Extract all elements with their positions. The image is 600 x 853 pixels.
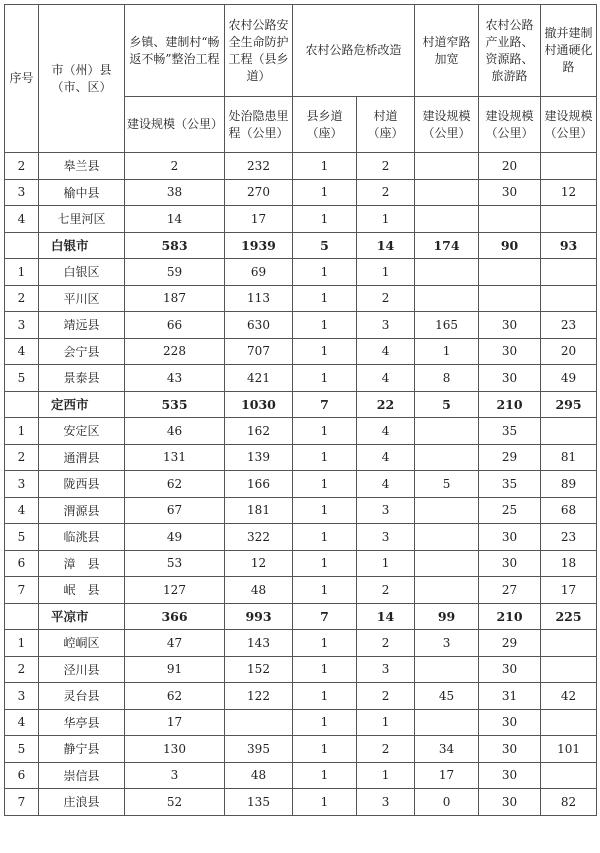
cell-seq: 4 [5,338,39,365]
cell-d: 8 [415,365,479,392]
table-row [5,471,597,498]
cell-d: 0 [415,789,479,816]
cell-name: 漳 县 [39,550,125,577]
cell-b: 181 [225,497,293,524]
header-col-d: 村道窄路加宽 [415,5,479,97]
cell-seq: 1 [5,418,39,445]
cell-a: 62 [125,471,225,498]
cell-c2: 14 [357,603,415,630]
cell-e: 35 [479,418,541,445]
cell-seq [5,603,39,630]
cell-a: 62 [125,683,225,710]
table-row [5,179,597,206]
cell-c1: 1 [293,683,357,710]
cell-name: 陇西县 [39,471,125,498]
cell-name: 白银区 [39,259,125,286]
cell-d: 17 [415,762,479,789]
cell-d [415,418,479,445]
cell-e: 27 [479,577,541,604]
cell-f [541,259,597,286]
cell-a: 53 [125,550,225,577]
cell-f: 89 [541,471,597,498]
cell-d: 5 [415,471,479,498]
cell-seq: 1 [5,259,39,286]
cell-e [479,285,541,312]
cell-name: 会宁县 [39,338,125,365]
cell-b: 69 [225,259,293,286]
cell-a: 187 [125,285,225,312]
cell-c1: 1 [293,709,357,736]
cell-name: 平川区 [39,285,125,312]
cell-d: 5 [415,391,479,418]
cell-f: 225 [541,603,597,630]
cell-c1: 1 [293,418,357,445]
cell-e: 30 [479,736,541,763]
cell-b: 143 [225,630,293,657]
cell-d: 165 [415,312,479,339]
cell-c1: 1 [293,206,357,233]
cell-name: 庄浪县 [39,789,125,816]
cell-c1: 1 [293,259,357,286]
cell-c2: 2 [357,736,415,763]
cell-c1: 1 [293,789,357,816]
cell-a: 38 [125,179,225,206]
cell-b [225,709,293,736]
cell-c1: 1 [293,762,357,789]
cell-c2: 2 [357,577,415,604]
cell-f: 17 [541,577,597,604]
table-row [5,206,597,233]
cell-e: 29 [479,444,541,471]
cell-seq: 5 [5,365,39,392]
cell-a: 583 [125,232,225,259]
header-col-b: 农村公路安全生命防护工程（县乡道） [225,5,293,97]
cell-a: 130 [125,736,225,763]
cell-d [415,656,479,683]
cell-e: 30 [479,365,541,392]
cell-d [415,709,479,736]
cell-name: 安定区 [39,418,125,445]
table-row [5,259,597,286]
cell-seq: 4 [5,709,39,736]
cell-seq: 2 [5,285,39,312]
cell-d [415,153,479,180]
cell-f: 295 [541,391,597,418]
cell-a: 3 [125,762,225,789]
rural-road-project-table [4,4,597,816]
cell-name: 灵台县 [39,683,125,710]
cell-e: 210 [479,603,541,630]
cell-seq: 3 [5,312,39,339]
cell-b: 707 [225,338,293,365]
cell-seq: 6 [5,762,39,789]
subheader-b: 处治隐患里程（公里） [225,97,293,153]
cell-seq [5,391,39,418]
table-row [5,709,597,736]
cell-name: 皋兰县 [39,153,125,180]
cell-c2: 2 [357,630,415,657]
cell-a: 366 [125,603,225,630]
cell-name: 通渭县 [39,444,125,471]
cell-c1: 7 [293,391,357,418]
cell-d: 34 [415,736,479,763]
cell-e: 20 [479,153,541,180]
cell-seq: 4 [5,497,39,524]
cell-d [415,206,479,233]
header-col-e: 农村公路产业路、资源路、旅游路 [479,5,541,97]
cell-b: 993 [225,603,293,630]
subheader-e: 建设规模（公里） [479,97,541,153]
table-row [5,736,597,763]
cell-e: 30 [479,179,541,206]
cell-name: 白银市 [39,232,125,259]
cell-e: 35 [479,471,541,498]
cell-c2: 3 [357,656,415,683]
cell-e: 31 [479,683,541,710]
cell-e: 30 [479,524,541,551]
cell-d: 1 [415,338,479,365]
cell-seq: 3 [5,471,39,498]
cell-name: 泾川县 [39,656,125,683]
subheader-c2: 村道（座） [357,97,415,153]
cell-name: 榆中县 [39,179,125,206]
cell-b: 1939 [225,232,293,259]
cell-e: 29 [479,630,541,657]
header-col-f: 撤并建制村通硬化路 [541,5,597,97]
cell-c1: 1 [293,524,357,551]
cell-d: 99 [415,603,479,630]
cell-f: 82 [541,789,597,816]
cell-b: 395 [225,736,293,763]
cell-name: 岷 县 [39,577,125,604]
cell-f [541,285,597,312]
table-row [5,418,597,445]
cell-name: 平凉市 [39,603,125,630]
cell-c1: 1 [293,444,357,471]
cell-c2: 4 [357,365,415,392]
cell-seq: 1 [5,630,39,657]
cell-b: 162 [225,418,293,445]
table-row [5,153,597,180]
cell-a: 2 [125,153,225,180]
cell-a: 17 [125,709,225,736]
cell-c1: 5 [293,232,357,259]
cell-e: 210 [479,391,541,418]
cell-seq: 7 [5,577,39,604]
cell-f: 23 [541,524,597,551]
cell-name: 崇信县 [39,762,125,789]
cell-c2: 4 [357,338,415,365]
cell-seq: 3 [5,179,39,206]
header-county: 市（州）县（市、区） [39,5,125,153]
cell-b: 48 [225,577,293,604]
cell-b: 630 [225,312,293,339]
cell-e: 30 [479,789,541,816]
cell-a: 228 [125,338,225,365]
cell-a: 52 [125,789,225,816]
table-row [5,365,597,392]
cell-c1: 1 [293,736,357,763]
cell-f [541,206,597,233]
cell-c2: 1 [357,709,415,736]
cell-b: 113 [225,285,293,312]
cell-d [415,444,479,471]
cell-d [415,179,479,206]
cell-seq: 5 [5,736,39,763]
cell-name: 华亭县 [39,709,125,736]
cell-c1: 1 [293,338,357,365]
cell-e: 30 [479,656,541,683]
cell-a: 67 [125,497,225,524]
cell-b: 152 [225,656,293,683]
cell-f: 49 [541,365,597,392]
cell-seq: 5 [5,524,39,551]
table-row [5,630,597,657]
cell-a: 127 [125,577,225,604]
cell-c1: 7 [293,603,357,630]
cell-c1: 1 [293,577,357,604]
cell-c1: 1 [293,153,357,180]
subtotal-row [5,603,597,630]
cell-seq: 4 [5,206,39,233]
table-row [5,285,597,312]
cell-b: 17 [225,206,293,233]
data-table-container [4,4,596,816]
cell-f: 12 [541,179,597,206]
cell-b: 421 [225,365,293,392]
header-seq: 序号 [5,5,39,153]
table-row [5,497,597,524]
cell-seq: 7 [5,789,39,816]
cell-name: 景泰县 [39,365,125,392]
cell-b: 135 [225,789,293,816]
table-row [5,577,597,604]
cell-c2: 2 [357,179,415,206]
cell-c1: 1 [293,365,357,392]
subtotal-row [5,391,597,418]
cell-d [415,524,479,551]
cell-name: 定西市 [39,391,125,418]
cell-f: 42 [541,683,597,710]
subheader-f: 建设规模（公里） [541,97,597,153]
cell-c2: 3 [357,524,415,551]
cell-b: 322 [225,524,293,551]
cell-c1: 1 [293,179,357,206]
cell-name: 临洮县 [39,524,125,551]
cell-a: 91 [125,656,225,683]
table-row [5,762,597,789]
cell-c1: 1 [293,550,357,577]
cell-e [479,206,541,233]
cell-c2: 2 [357,683,415,710]
cell-c2: 3 [357,789,415,816]
cell-c1: 1 [293,497,357,524]
cell-b: 270 [225,179,293,206]
cell-f [541,656,597,683]
cell-c2: 1 [357,206,415,233]
cell-f: 81 [541,444,597,471]
cell-c2: 1 [357,762,415,789]
table-row [5,444,597,471]
header-col-a: 乡镇、建制村“畅返不畅”整治工程 [125,5,225,97]
table-row [5,312,597,339]
subtotal-row [5,232,597,259]
cell-seq [5,232,39,259]
cell-a: 131 [125,444,225,471]
cell-a: 59 [125,259,225,286]
cell-d [415,285,479,312]
cell-c2: 4 [357,471,415,498]
cell-f [541,762,597,789]
cell-b: 1030 [225,391,293,418]
cell-c2: 2 [357,285,415,312]
cell-a: 66 [125,312,225,339]
cell-b: 139 [225,444,293,471]
cell-e: 90 [479,232,541,259]
cell-f: 68 [541,497,597,524]
cell-c1: 1 [293,312,357,339]
cell-c2: 1 [357,259,415,286]
cell-a: 14 [125,206,225,233]
cell-c2: 3 [357,312,415,339]
cell-b: 166 [225,471,293,498]
cell-c2: 4 [357,444,415,471]
cell-seq: 3 [5,683,39,710]
table-row [5,550,597,577]
cell-b: 122 [225,683,293,710]
cell-f: 23 [541,312,597,339]
cell-c1: 1 [293,471,357,498]
cell-f: 93 [541,232,597,259]
cell-seq: 2 [5,656,39,683]
cell-c2: 4 [357,418,415,445]
cell-d: 174 [415,232,479,259]
cell-seq: 6 [5,550,39,577]
header-col-c: 农村公路危桥改造 [293,5,415,97]
cell-e: 30 [479,550,541,577]
cell-b: 232 [225,153,293,180]
cell-b: 48 [225,762,293,789]
cell-name: 静宁县 [39,736,125,763]
cell-e: 30 [479,338,541,365]
cell-c1: 1 [293,630,357,657]
cell-d: 45 [415,683,479,710]
cell-f [541,418,597,445]
cell-c2: 14 [357,232,415,259]
cell-c2: 1 [357,550,415,577]
cell-name: 七里河区 [39,206,125,233]
cell-f: 20 [541,338,597,365]
cell-f [541,153,597,180]
cell-e [479,259,541,286]
cell-a: 46 [125,418,225,445]
table-row [5,683,597,710]
cell-f [541,709,597,736]
cell-seq: 2 [5,444,39,471]
cell-b: 12 [225,550,293,577]
cell-c2: 3 [357,497,415,524]
table-row [5,338,597,365]
cell-a: 47 [125,630,225,657]
cell-d [415,497,479,524]
subheader-a: 建设规模（公里） [125,97,225,153]
cell-f: 18 [541,550,597,577]
cell-name: 靖远县 [39,312,125,339]
table-row [5,524,597,551]
cell-a: 49 [125,524,225,551]
cell-a: 535 [125,391,225,418]
cell-c1: 1 [293,285,357,312]
cell-d [415,577,479,604]
cell-e: 30 [479,762,541,789]
cell-name: 渭源县 [39,497,125,524]
cell-f: 101 [541,736,597,763]
cell-c2: 2 [357,153,415,180]
cell-d [415,259,479,286]
cell-e: 30 [479,709,541,736]
table-header [5,5,597,153]
cell-seq: 2 [5,153,39,180]
cell-d [415,550,479,577]
table-row [5,656,597,683]
table-row [5,789,597,816]
cell-e: 30 [479,312,541,339]
cell-f [541,630,597,657]
cell-name: 崆峒区 [39,630,125,657]
subheader-d: 建设规模（公里） [415,97,479,153]
cell-c2: 22 [357,391,415,418]
cell-a: 43 [125,365,225,392]
cell-e: 25 [479,497,541,524]
cell-c1: 1 [293,656,357,683]
cell-d: 3 [415,630,479,657]
subheader-c1: 县乡道（座） [293,97,357,153]
table-body [5,153,597,816]
